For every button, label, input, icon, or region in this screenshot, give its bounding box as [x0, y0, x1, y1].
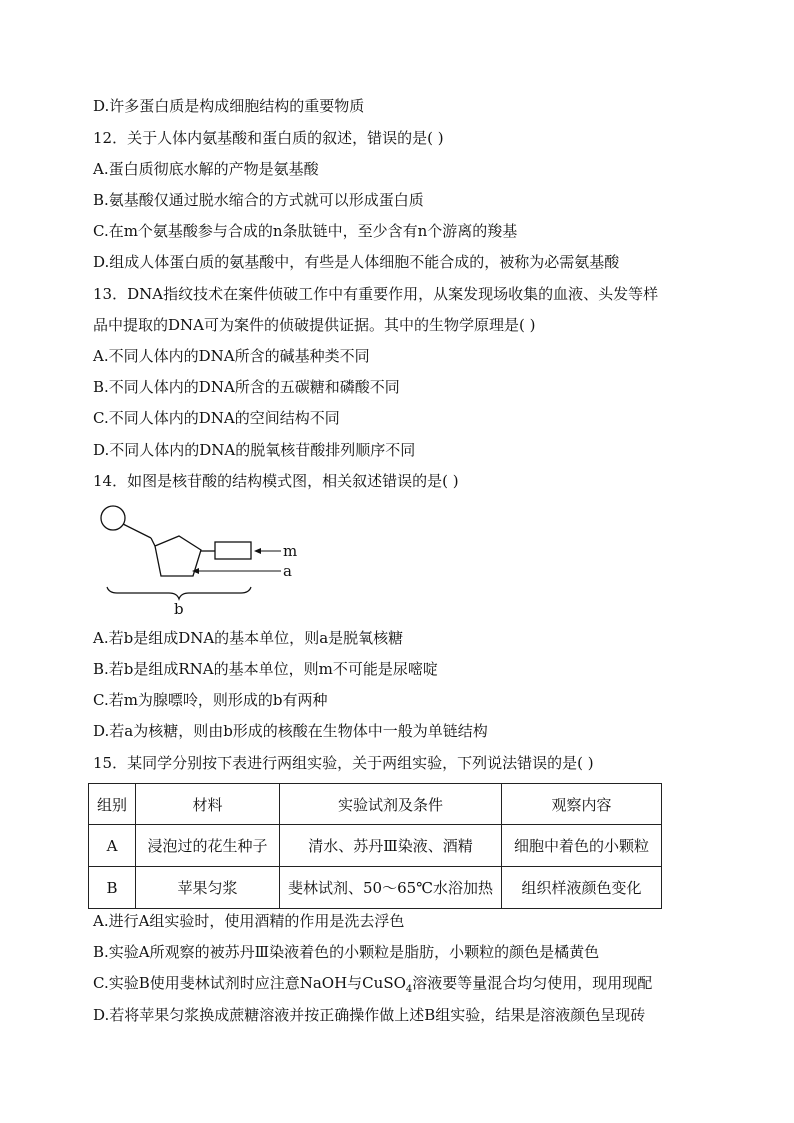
q15-option-c-text: C.实验B使用斐林试剂时应注意NaOH与CuSO	[93, 974, 406, 992]
phosphate-bond-line	[123, 524, 151, 538]
q13-option-c: C.不同人体内的DNA的空间结构不同	[93, 409, 340, 427]
q12-option-a: A.蛋白质彻底水解的产物是氨基酸	[93, 160, 319, 178]
carbon-5-link-line	[151, 538, 155, 546]
q13-stem-line2: 品中提取的DNA可为案件的侦破提供证据。其中的生物学原理是( )	[93, 316, 536, 334]
table-row	[89, 867, 662, 909]
table-header-row	[89, 784, 662, 825]
q12-option-c: C.在m个氨基酸参与合成的n条肽链中，至少含有n个游离的羧基	[93, 222, 518, 240]
phosphate-group-circle	[101, 506, 125, 530]
q15-option-b: B.实验A所观察的被苏丹Ⅲ染液着色的小颗粒是脂肪，小颗粒的颜色是橘黄色	[93, 943, 600, 961]
label-b: b	[174, 600, 184, 618]
q13-option-d: D.不同人体内的DNA的脱氧核苷酸排列顺序不同	[93, 441, 416, 459]
q15-option-c	[93, 973, 652, 1000]
q12-option-b: B.氨基酸仅通过脱水缩合的方式就可以形成蛋白质	[93, 191, 424, 209]
q13-option-a: A.不同人体内的DNA所含的碱基种类不同	[93, 347, 370, 365]
q15-stem: 15．某同学分别按下表进行两组实验，关于两组实验，下列说法错误的是( )	[93, 754, 594, 772]
table-cell: 细胞中着色的小颗粒	[502, 825, 662, 867]
q13-option-b: B.不同人体内的DNA所含的五碳糖和磷酸不同	[93, 378, 400, 396]
table-cell: B	[89, 867, 136, 909]
table-cell: 苹果匀浆	[136, 867, 280, 909]
header-group: 组别	[89, 784, 136, 825]
q13-stem-line1: 13．DNA指纹技术在案件侦破工作中有重要作用，从案发现场收集的血液、头发等样	[93, 285, 659, 303]
label-a: a	[283, 562, 292, 580]
q11-option-d: D.许多蛋白质是构成细胞结构的重要物质	[93, 97, 365, 115]
q14-option-c: C.若m为腺嘌呤，则形成的b有两种	[93, 691, 328, 709]
q12-stem: 12．关于人体内氨基酸和蛋白质的叙述，错误的是( )	[93, 129, 444, 147]
q12-option-d: D.组成人体蛋白质的氨基酸中，有些是人体细胞不能合成的，被称为必需氨基酸	[93, 253, 620, 271]
label-m: m	[283, 542, 298, 560]
q14-option-b: B.若b是组成RNA的基本单位，则m不可能是尿嘧啶	[93, 660, 438, 678]
q14-option-a: A.若b是组成DNA的基本单位，则a是脱氧核糖	[93, 629, 404, 647]
q15-option-d: D.若将苹果匀浆换成蔗糖溶液并按正确操作做上述B组实验，结果是溶液颜色呈现砖	[93, 1006, 646, 1024]
nitrogenous-base-rect	[215, 542, 251, 559]
header-observation: 观察内容	[502, 784, 662, 825]
pentose-pentagon	[155, 536, 201, 576]
q14-stem: 14．如图是核苷酸的结构模式图，相关叙述错误的是( )	[93, 472, 459, 490]
table-cell: 浸泡过的花生种子	[136, 825, 280, 867]
table-cell: A	[89, 825, 136, 867]
nucleotide-structure-diagram	[93, 500, 333, 620]
table-cell: 组织样液颜色变化	[502, 867, 662, 909]
arrow-m-head	[254, 548, 261, 554]
table-cell: 斐林试剂、50～65℃水浴加热	[280, 867, 502, 909]
header-reagent: 实验试剂及条件	[280, 784, 502, 825]
experiment-table	[88, 783, 662, 909]
table-row	[89, 825, 662, 867]
q15-option-a: A.进行A组实验时，使用酒精的作用是洗去浮色	[93, 912, 405, 930]
header-material: 材料	[136, 784, 280, 825]
q15-option-c-subscript: 4	[405, 984, 413, 995]
table-cell: 清水、苏丹Ⅲ染液、酒精	[280, 825, 502, 867]
brace-b	[107, 587, 251, 599]
q14-option-d: D.若a为核糖，则由b形成的核酸在生物体中一般为单链结构	[93, 722, 488, 740]
q15-option-c-text-end: 溶液要等量混合均匀使用，现用现配	[412, 974, 653, 992]
